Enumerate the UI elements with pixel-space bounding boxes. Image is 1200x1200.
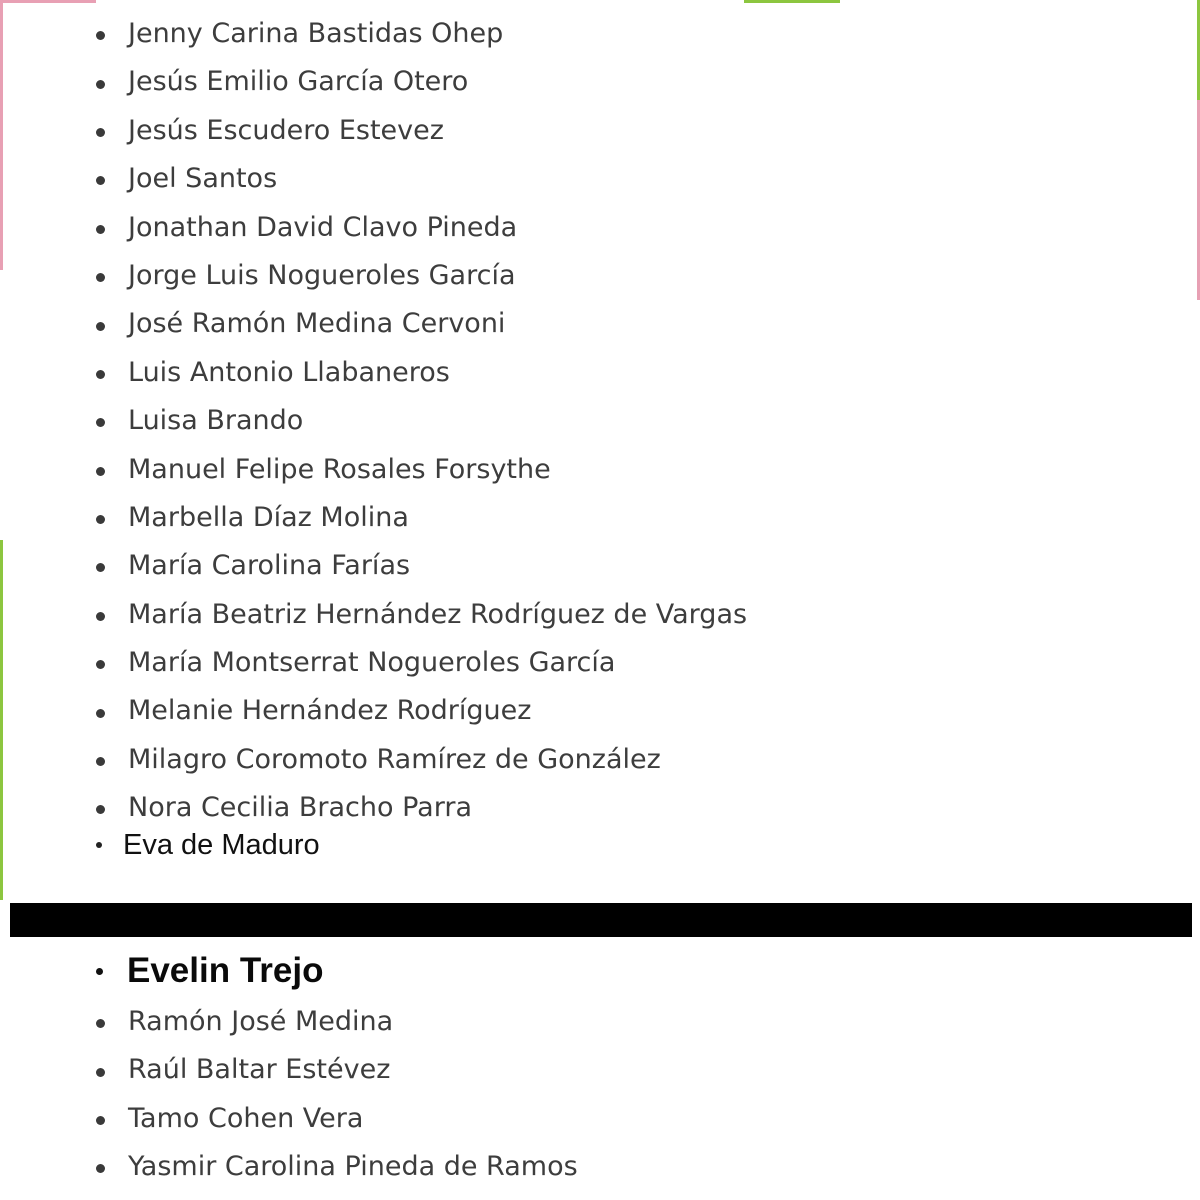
list-item-text: María Montserrat Nogueroles García: [128, 647, 616, 679]
list-item-text: Raúl Baltar Estévez: [128, 1054, 391, 1086]
list-item-text: Luis Antonio Llabaneros: [128, 356, 450, 388]
list-item-text: Jenny Carina Bastidas Ohep: [128, 18, 504, 49]
bullet: [96, 842, 102, 848]
list-item-text: Jorge Luis Nogueroles García: [128, 259, 516, 291]
list-item-text: Eva de Maduro: [123, 829, 320, 861]
list-item-text: María Carolina Farías: [128, 550, 411, 582]
divider-bar: [10, 903, 1192, 937]
bullet: [96, 709, 105, 718]
bullet: [96, 1164, 105, 1173]
list-item-text: Jesús Emilio García Otero: [128, 66, 469, 98]
list-item-text: José Ramón Medina Cervoni: [128, 308, 506, 340]
list-item-text: Milagro Coromoto Ramírez de González: [128, 743, 661, 775]
bullet: [96, 1116, 105, 1125]
list-item-text: Ramón José Medina: [128, 1006, 394, 1037]
bullet: [96, 660, 105, 669]
list-item-text: Melanie Hernández Rodríguez: [128, 695, 532, 727]
bullet: [96, 80, 105, 89]
bullet: [96, 322, 105, 331]
list-item-text: Jesús Escudero Estevez: [128, 114, 444, 146]
list-item-text: Evelin Trejo: [127, 951, 324, 990]
top-edge-accent: [0, 0, 1200, 3]
bullet: [96, 370, 105, 379]
list-item-text: Tamo Cohen Vera: [128, 1102, 364, 1134]
list-item-text: Manuel Felipe Rosales Forsythe: [128, 453, 551, 485]
bullet: [96, 176, 105, 185]
list-item-text: Jonathan David Clavo Pineda: [128, 211, 518, 243]
bullet: [96, 612, 105, 621]
list-item-text: Joel Santos: [128, 163, 278, 195]
list-item-text: María Beatriz Hernández Rodríguez de Vargas: [128, 598, 748, 630]
list-item-text: Luisa Brando: [128, 405, 304, 437]
list-item-text: Nora Cecilia Bracho Parra: [128, 792, 472, 824]
bullet: [96, 563, 105, 572]
list-item-text: Marbella Díaz Molina: [128, 501, 409, 533]
bullet: [96, 968, 103, 975]
bullet: [96, 128, 105, 137]
bullet: [96, 418, 105, 427]
bullet: [96, 31, 105, 40]
bullet: [96, 225, 105, 234]
bullet: [96, 515, 105, 524]
bullet: [96, 1068, 105, 1077]
bullet: [96, 273, 105, 282]
bullet: [96, 757, 105, 766]
bullet: [96, 805, 105, 814]
bullet: [96, 467, 105, 476]
left-edge-accent: [0, 0, 3, 900]
bullet: [96, 1019, 105, 1028]
list-item-text: Yasmir Carolina Pineda de Ramos: [128, 1151, 578, 1183]
